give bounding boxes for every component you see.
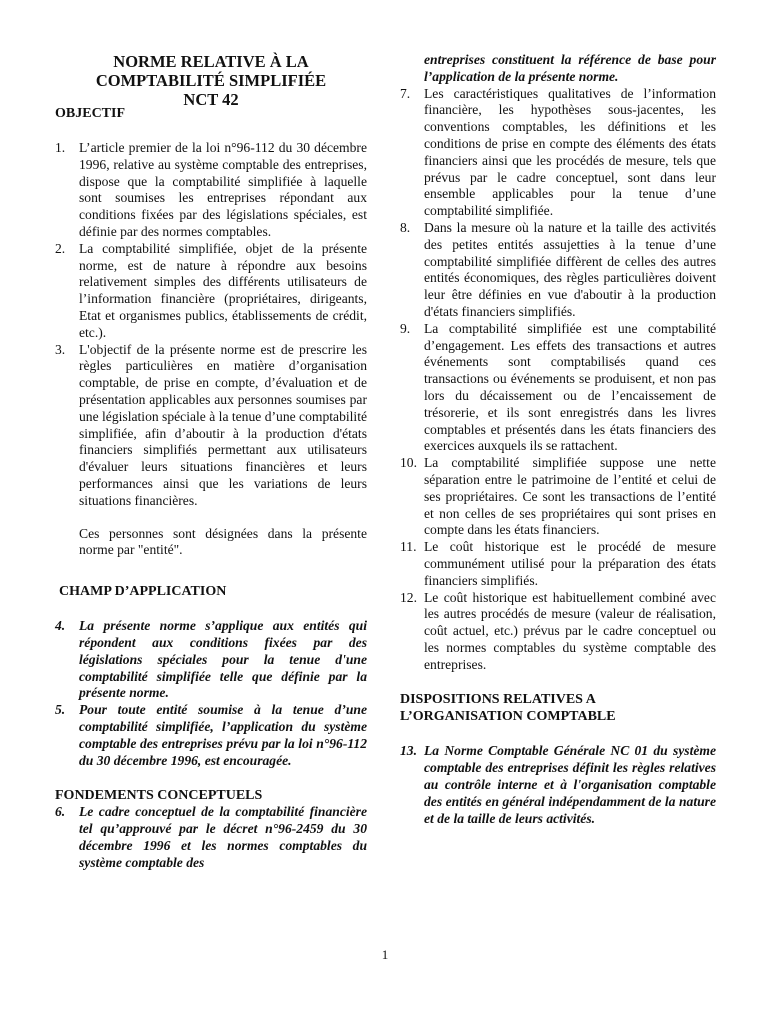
item-text: Les caractéristiques qualitatives de l’information financière, les hypothèses sous-jacentes, les conventions comptables, les définitions et les conditions de prise en compte des éléments des états financiers ainsi que les procédés de mesure, tels que prévus par le cadre conceptuel, sont dans leur ensemble applicables pour la tenue d’une comptabilité simplifiée. <box>424 85 716 219</box>
list-item <box>55 342 367 510</box>
list-item <box>55 702 367 769</box>
list-item <box>400 321 716 455</box>
item-text: Dans la mesure où la nature et la taille des activités des petites entités assujetties à la tenue d’une comptabilité simplifiée diffèrent de celles des autres entités économiques, des règles particulières doivent leur être définies en vue d'aboutir à la production d'états financiers simplifiés. <box>424 219 716 319</box>
item-number: 12. <box>400 589 417 605</box>
item-text: Le coût historique est habituellement combiné avec les autres procédés de mesure (valeur de réalisation, coût actuel, etc.) prévus par le cadre conceptuel ou les normes comptables du système comptable des entreprises. <box>424 589 716 672</box>
section-heading-champ: CHAMP D’APPLICATION <box>59 584 227 600</box>
item-number: 13. <box>400 743 417 759</box>
list-item <box>55 618 367 702</box>
item-text: Pour toute entité soumise à la tenue d’une comptabilité simplifiée, l’application du système comptable des entreprises prévu par la loi n°96-112 du 30 décembre 1996, est encouragée. <box>79 702 367 768</box>
list-item <box>400 455 716 539</box>
item-number: 6. <box>55 804 66 820</box>
section-heading-dispositions: DISPOSITIONS RELATIVES A L’ORGANISATION COMPTABLE <box>400 692 616 725</box>
item-number: 8. <box>400 219 411 235</box>
list-item <box>400 590 716 674</box>
title-line-1: NORME RELATIVE À LA <box>113 52 309 71</box>
page-number: 1 <box>381 947 389 962</box>
item-number: 11. <box>400 539 417 555</box>
item-text: La comptabilité simplifiée, objet de la présente norme, est de nature à répondre aux besoins relativement simples des différents utilisateurs de l’information financière (propriétaires, dirigeants, Etat et organismes publics, établissements de crédit, etc.). <box>79 240 367 340</box>
section-heading-objectif: OBJECTIF <box>55 106 126 121</box>
item-number: 7. <box>400 85 411 101</box>
item-number: 5. <box>55 702 66 718</box>
title-line-3: NCT 42 <box>183 90 239 109</box>
item-text: Le coût historique est le procédé de mesure communément utilisé pour la préparation des états financiers simplifiés. <box>424 539 716 588</box>
item-text: L'objectif de la présente norme est de prescrire les règles particulières en matière d’organisation comptable, de prise en compte, d’évaluation et de présentation applicables aux personnes soumises par une législation spéciale à la tenue d’une comptabilité simplifiée, afin d’aboutir à la production d'états financiers simplifiés permettant aux utilisateurs d'évaluer leurs situations financières et leurs performances ainsi que les variations de leurs situations financières. <box>79 341 368 508</box>
item-text: La comptabilité simplifiée suppose une nette séparation entre le patrimoine de l’entité et celui de ses propriétaires. Ce sont les transactions de l’entité et non celles de ses propriétaires qui sont prises en compte dans les états financiers. <box>424 455 716 538</box>
item-6-continuation: entreprises constituent la référence de base pour l’application de la présente norme. <box>424 52 716 84</box>
item-text: La Norme Comptable Générale NC 01 du système comptable des entreprises définit les règles relatives au contrôle interne et à l'organisation comptable des entités en général indépendamment de la nature et de la taille de leurs activités. <box>424 743 716 826</box>
item-text: Le cadre conceptuel de la comptabilité financière tel qu’approuvé par le décret n°96-2459 du 30 décembre 1996 et les normes comptables du système comptable des <box>79 804 367 870</box>
list-item <box>400 539 716 589</box>
item-number: 1. <box>55 140 66 155</box>
item-number: 4. <box>55 618 66 634</box>
item-number: 10. <box>400 455 417 471</box>
right-column <box>400 52 716 827</box>
title-line-2: COMPTABILITÉ SIMPLIFIÉE <box>95 71 327 90</box>
item-text: L’article premier de la loi n°96-112 du 30 décembre 1996, relative au système comptable des entreprises, dispose que la comptabilité simplifiée à laquelle sont soumises les entreprises répondant aux conditions fixées par des législations spéciales, est définie par des normes comptables. <box>79 140 367 239</box>
item-number: 3. <box>55 341 66 357</box>
document-title <box>55 52 367 109</box>
list-item <box>55 140 367 241</box>
item-number: 2. <box>55 240 66 256</box>
list-item <box>400 220 716 321</box>
item-text: La présente norme s’applique aux entités qui répondent aux conditions fixées par des législations spéciales pour la tenue d'une comptabilité simplifiée telle que définie par la présente norme. <box>79 618 367 701</box>
item-number: 9. <box>400 320 411 336</box>
list-item <box>55 241 367 342</box>
item-text: La comptabilité simplifiée est une comptabilité d’engagement. Les effets des transactions et autres événements sont comptabilisés quand ces transactions ou événements se produisent, et non pas lors du décaissement ou de l’encaissement de trésorerie, et ils sont enregistrés dans les livres comptables et présentés dans les états financiers des exercices auxquels ils se rattachent. <box>424 320 716 454</box>
entite-note: Ces personnes sont désignées dans la présente norme par "entité". <box>79 525 367 558</box>
list-item <box>400 743 716 827</box>
left-column <box>55 52 367 871</box>
list-item <box>55 804 367 871</box>
list-item <box>400 86 716 220</box>
section-heading-fondements: FONDEMENTS CONCEPTUELS <box>55 788 263 804</box>
